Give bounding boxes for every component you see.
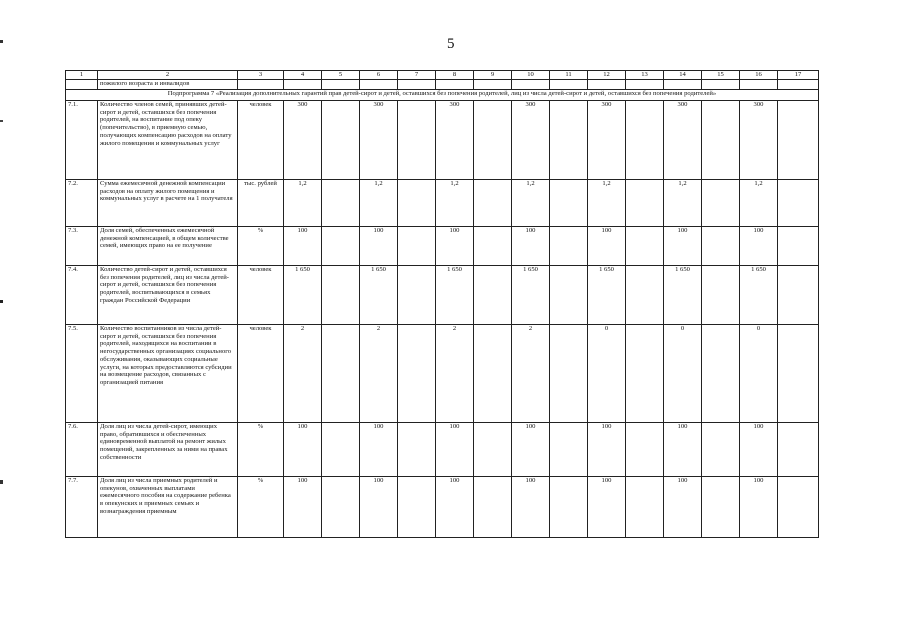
value-cell: 100 [360,227,398,266]
value-cell: 300 [588,101,626,180]
unit-of-measure: тыс. рублей [238,180,284,227]
empty-cell [778,325,819,423]
value-cell: 1 650 [436,266,474,325]
unit-of-measure: % [238,227,284,266]
value-cell: 1,2 [512,180,550,227]
empty-cell [322,477,360,538]
empty-cell [474,266,512,325]
empty-cell [702,423,740,477]
empty-cell [626,180,664,227]
row-number: 7.4. [66,266,98,325]
value-cell: 1 650 [360,266,398,325]
empty-cell [778,101,819,180]
empty-cell [778,423,819,477]
value-cell: 100 [588,423,626,477]
value-cell: 100 [512,477,550,538]
column-number-6: 6 [360,71,398,80]
indicator-row [66,266,819,325]
empty-cell [778,266,819,325]
value-cell: 100 [740,227,778,266]
value-cell: 300 [664,101,702,180]
value-cell: 300 [740,101,778,180]
empty-cell [550,266,588,325]
empty-cell [702,101,740,180]
value-cell: 1 650 [664,266,702,325]
value-cell: 0 [740,325,778,423]
value-cell: 1,2 [436,180,474,227]
empty-cell [550,180,588,227]
empty-cell [398,227,436,266]
value-cell: 1 650 [740,266,778,325]
column-number-2: 2 [98,71,238,80]
empty-cell [474,477,512,538]
unit-of-measure: человек [238,101,284,180]
empty-cell [626,101,664,180]
empty-cell [626,227,664,266]
row-number: 7.2. [66,180,98,227]
value-cell: 1,2 [284,180,322,227]
row-number: 7.6. [66,423,98,477]
column-number-11: 11 [550,71,588,80]
empty-cell [474,227,512,266]
empty-cell [322,266,360,325]
value-cell: 100 [284,227,322,266]
empty-cell [322,227,360,266]
indicator-row [66,180,819,227]
value-cell: 100 [588,227,626,266]
empty-cell [322,423,360,477]
empty-cell [474,180,512,227]
indicator-name: Количество воспитанников из числа детей-сирот и детей, оставшихся без попечения родителей, находящихся на воспитании в негосударственных организациях социального обслуживания, оказывающих социальные услуги, на которых предоставляются субсидии на возмещение расходов, связанных с организацией питания [98,325,238,423]
row-number: 7.5. [66,325,98,423]
column-number-13: 13 [626,71,664,80]
row-number: 7.7. [66,477,98,538]
empty-cell [398,423,436,477]
column-number-17: 17 [778,71,819,80]
value-cell: 1 650 [588,266,626,325]
empty-cell [474,423,512,477]
empty-cell [398,477,436,538]
column-number-16: 16 [740,71,778,80]
value-cell: 1,2 [360,180,398,227]
header-row [66,71,819,80]
value-cell: 1 650 [284,266,322,325]
indicator-name: Доля семей, обеспеченных ежемесячной денежной компенсацией, в общем количестве семей, имеющих право на ее получение [98,227,238,266]
value-cell: 100 [284,477,322,538]
column-number-4: 4 [284,71,322,80]
value-cell: 2 [512,325,550,423]
unit-of-measure: человек [238,325,284,423]
value-cell: 2 [436,325,474,423]
value-cell: 100 [664,423,702,477]
row-number: 7.3. [66,227,98,266]
value-cell: 300 [360,101,398,180]
column-number-15: 15 [702,71,740,80]
unit-of-measure: % [238,477,284,538]
empty-cell [702,325,740,423]
empty-cell [626,477,664,538]
indicator-row [66,477,819,538]
subprogram-row [66,90,819,101]
indicator-row [66,101,819,180]
value-cell: 100 [436,227,474,266]
empty-cell [702,266,740,325]
empty-cell [702,477,740,538]
indicator-name: Сумма ежемесячной денежной компенсации расходов на оплату жилого помещения и коммунальных услуг в расчете на 1 получателя [98,180,238,227]
column-number-8: 8 [436,71,474,80]
empty-cell [778,180,819,227]
value-cell: 100 [740,423,778,477]
column-number-12: 12 [588,71,626,80]
indicator-row [66,227,819,266]
page-number: 5 [447,36,455,52]
value-cell: 100 [664,227,702,266]
empty-cell [702,227,740,266]
column-number-14: 14 [664,71,702,80]
empty-cell [398,101,436,180]
empty-cell [550,423,588,477]
indicator-name: Доля лиц из числа детей-сирот, имеющих право, обратившихся и обеспеченных единовременной выплатой на ремонт жилых помещений, закрепленных за ними на правах собственности [98,423,238,477]
column-number-7: 7 [398,71,436,80]
value-cell: 1,2 [588,180,626,227]
value-cell: 100 [512,423,550,477]
value-cell: 1 650 [512,266,550,325]
subprogram-title: Подпрограмма 7 «Реализация дополнительных гарантий прав детей-сирот и детей, оставшихся без попечения родителей, лиц из числа детей-сирот и детей, оставшихся без попечения родителей» [66,90,819,101]
continuation-text: пожилого возраста и инвалидов [98,80,238,90]
value-cell: 100 [588,477,626,538]
empty-cell [322,180,360,227]
empty-cell [322,101,360,180]
empty-cell [398,180,436,227]
column-number-5: 5 [322,71,360,80]
value-cell: 100 [436,477,474,538]
indicator-row [66,423,819,477]
value-cell: 300 [512,101,550,180]
value-cell: 300 [436,101,474,180]
empty-cell [702,180,740,227]
value-cell: 2 [284,325,322,423]
empty-cell [550,325,588,423]
value-cell: 1,2 [664,180,702,227]
empty-cell [474,325,512,423]
empty-cell [550,477,588,538]
column-number-1: 1 [66,71,98,80]
continuation-row [66,80,819,90]
empty-cell [474,101,512,180]
column-number-3: 3 [238,71,284,80]
row-number: 7.1. [66,101,98,180]
value-cell: 100 [664,477,702,538]
value-cell: 100 [512,227,550,266]
value-cell: 100 [360,423,398,477]
indicator-name: Количество членов семей, принявших детей-сирот и детей, оставшихся без попечения родителей, на воспитание под опеку (попечительство), в приемную семью, получающих компенсацию расходов на оплату жилого помещения и коммунальных услуг [98,101,238,180]
empty-cell [626,325,664,423]
empty-cell [626,266,664,325]
value-cell: 0 [588,325,626,423]
value-cell: 100 [284,423,322,477]
value-cell: 300 [284,101,322,180]
unit-of-measure: % [238,423,284,477]
indicator-name: Количество детей-сирот и детей, оставшихся без попечения родителей, лиц из числа детей-сирот и детей, оставшихся без попечения родителей, воспитывающихся в семьях граждан Российской Федерации [98,266,238,325]
empty-cell [322,325,360,423]
value-cell: 100 [740,477,778,538]
column-number-9: 9 [474,71,512,80]
unit-of-measure: человек [238,266,284,325]
indicators-table [65,70,819,538]
empty-cell [550,101,588,180]
empty-cell [778,227,819,266]
empty-cell [398,325,436,423]
empty-cell [550,227,588,266]
scan-edge-artifact [0,0,3,640]
empty-cell [778,477,819,538]
value-cell: 100 [436,423,474,477]
empty-cell [626,423,664,477]
value-cell: 2 [360,325,398,423]
value-cell: 0 [664,325,702,423]
indicator-name: Доля лиц из числа приемных родителей и опекунов, охваченных выплатами ежемесячного пособия на содержание ребенка в опекунских и приемных семьях и вознаграждения приемным [98,477,238,538]
value-cell: 1,2 [740,180,778,227]
empty-cell [398,266,436,325]
column-number-10: 10 [512,71,550,80]
value-cell: 100 [360,477,398,538]
indicator-row [66,325,819,423]
